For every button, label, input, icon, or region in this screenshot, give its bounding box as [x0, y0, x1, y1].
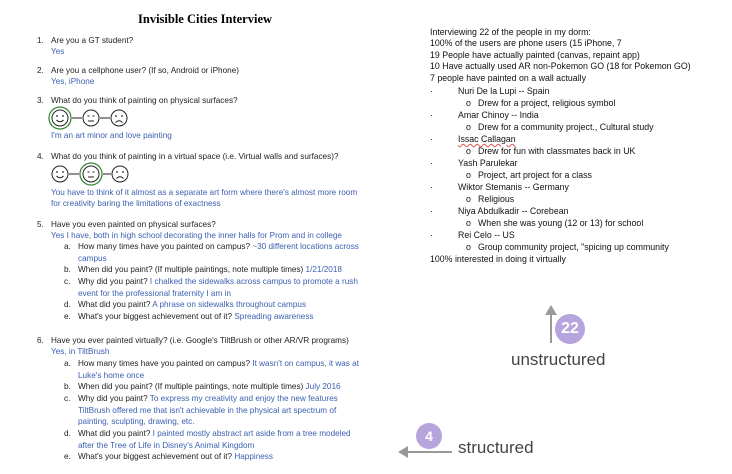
left-arrow-icon: [398, 446, 452, 458]
neutral-face-icon: [83, 110, 99, 126]
happy-face-icon: [52, 166, 68, 182]
notes-line-4: 10 Have actually used AR non-Pokemon GO (18 for Pokemon GO): [430, 61, 691, 71]
notes-line-3: 19 People have actually painted (canvas, repaint app): [430, 50, 640, 60]
answer-6: Yes, in TiltBrush: [51, 347, 110, 356]
notes-line-1: Interviewing 22 of the people in my dorm:: [430, 27, 591, 37]
notes-line-5: 7 people have painted on a wall actually: [430, 73, 587, 83]
document-title: Invisible Cities Interview: [138, 12, 273, 26]
notes-line-2: 100% of the users are phone users (15 iPhone, 7: [430, 38, 622, 48]
sad-face-icon: [111, 110, 127, 126]
sad-face-icon: [112, 166, 128, 182]
rating-scale-faces: [48, 105, 188, 131]
label-unstructured: unstructured: [511, 350, 606, 369]
answer-4-line1: You have to think of it almost as a separate art form where there's almost more room: [51, 188, 358, 197]
answer-5: Yes I have, both in high school decorating the inner halls for Prom and in college: [51, 231, 342, 240]
rating-scale-faces-2: [48, 161, 188, 187]
happy-face-icon: [49, 107, 71, 129]
answer-3: I'm an art minor and love painting: [51, 131, 172, 140]
label-structured: structured: [458, 438, 534, 457]
notes-last-line: 100% interested in doing it virtually: [430, 254, 566, 264]
neutral-face-icon: [80, 163, 102, 185]
answer-1: Yes: [51, 47, 65, 56]
answer-2: Yes, iPhone: [51, 77, 95, 86]
answer-4-line2: for creativity baring the limitations of exactness: [51, 199, 221, 208]
badge-4: 4: [416, 423, 442, 449]
badge-22: 22: [555, 314, 585, 344]
